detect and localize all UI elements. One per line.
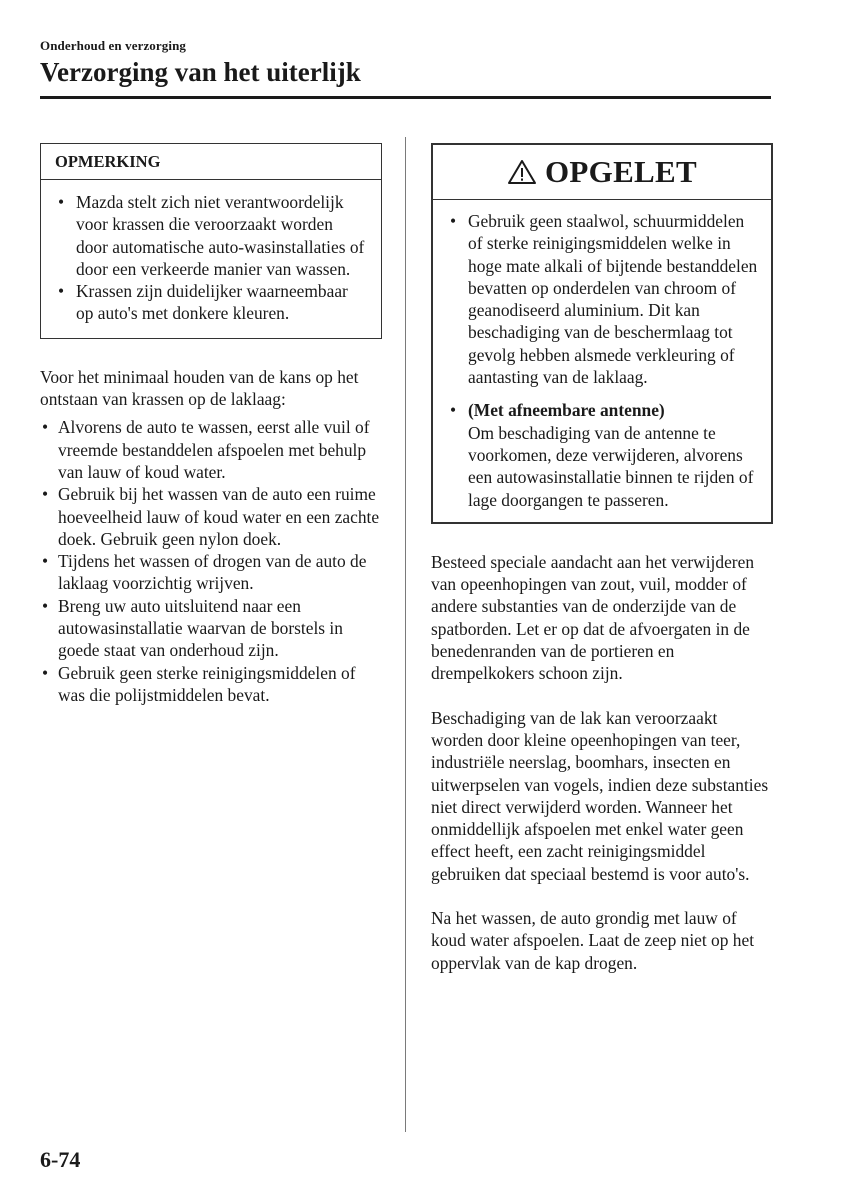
bullet-dot: • (58, 281, 65, 302)
paragraph: Besteed speciale aandacht aan het verwijderen van opeenhopingen van zout, vuil, modder of andere substanties van de onderzijde van de spatborden. Let er op dat de afvoergaten in de benedenranden van de portieren en drempelkokers schoon zijn. (431, 551, 755, 684)
page-number: 6-74 (40, 1147, 81, 1172)
list-item-text: Mazda stelt zich niet verantwoordelijk voor krassen die veroorzaakt worden door automatische auto-wasinstallaties of door een verkeerde manier van wassen. (76, 192, 365, 279)
bullet-dot: • (58, 192, 65, 212)
caution-heading: OPGELET (545, 153, 697, 189)
list-item-text: Om beschadiging van de antenne te voorkomen, deze verwijderen, alvorens een autowasinstallatie binnen te rijden of lage doorgangen te passeren. (468, 422, 754, 510)
list-item (58, 191, 369, 280)
left-column (40, 143, 382, 706)
bullet-dot: • (42, 417, 49, 438)
bullet-dot: • (450, 211, 457, 231)
list-item (42, 550, 382, 595)
list-item-text: Breng uw auto uitsluitend naar een autowasinstallatie waarvan de borstels in goede staat van onderhoud zijn. (58, 595, 343, 661)
note-heading: OPMERKING (41, 144, 381, 180)
list-item-text: Gebruik bij het wassen van de auto een ruime hoeveelheid lauw of koud water en een zachte doek. Gebruik geen nylon doek. (58, 484, 380, 549)
page-title: Verzorging van het uiterlijk (40, 57, 361, 87)
warning-triangle-icon (507, 159, 537, 185)
list-item-text: Gebruik geen staalwol, schuurmiddelen of sterke reinigingsmiddelen welke in hoge mate alkali of bijtende bestanddelen bevatten op onderdelen van chroom of geanodiseerd aluminium. Dit kan beschadiging van de beschermlaag tot gevolg hebben alsmede verkleuring of aantasting van de laklaag. (468, 211, 758, 388)
list-item (450, 210, 761, 388)
scratch-prevention-list (40, 416, 382, 706)
intro-paragraph: Voor het minimaal houden van de kans op het ontstaan van krassen op de laklaag: (40, 366, 359, 410)
list-item-text: Gebruik geen sterke reinigingsmiddelen of was die polijstmiddelen bevat. (58, 662, 356, 705)
bullet-dot: • (42, 484, 49, 505)
list-item-text: Krassen zijn duidelijker waarneembaar op auto's met donkere kleuren. (76, 281, 348, 324)
title-rule (40, 96, 771, 99)
bullet-dot: • (42, 662, 49, 683)
list-item (42, 416, 382, 483)
list-item-text: Tijdens het wassen of drogen van de auto de laklaag voorzichtig wrijven. (58, 551, 367, 594)
section-label: Onderhoud en verzorging (40, 38, 187, 53)
list-item (42, 595, 382, 662)
bullet-dot: • (42, 595, 49, 616)
caution-box (431, 143, 773, 524)
note-box (40, 143, 382, 339)
list-item-text: Alvorens de auto te wassen, eerst alle vuil of vreemde bestanddelen afspoelen met behulp van lauw of koud water. (58, 417, 370, 482)
list-item (42, 483, 382, 550)
note-list (41, 180, 381, 338)
caution-header (433, 145, 771, 200)
right-column (431, 143, 773, 974)
list-item (42, 662, 382, 707)
list-item (58, 280, 369, 325)
caution-list (433, 200, 771, 522)
bullet-dot: • (42, 551, 49, 572)
column-divider (405, 137, 406, 1132)
paragraph: Na het wassen, de auto grondig met lauw of koud water afspoelen. Laat de zeep niet op het oppervlak van de kap drogen. (431, 908, 755, 973)
bullet-dot: • (450, 400, 457, 421)
list-item (450, 399, 761, 510)
paragraph: Beschadiging van de lak kan veroorzaakt worden door kleine opeenhopingen van teer, industriële neerslag, boomhars, insecten en uitwerpselen van vogels, indien deze substanties niet direct verwijderd worden. Wanneer het onmiddellijk afspoelen met enkel water geen effect heeft, een zacht reinigingsmiddel gebruiken dat speciaal bestemd is voor auto's. (431, 707, 769, 884)
list-item-title: (Met afneembare antenne) (468, 400, 665, 421)
